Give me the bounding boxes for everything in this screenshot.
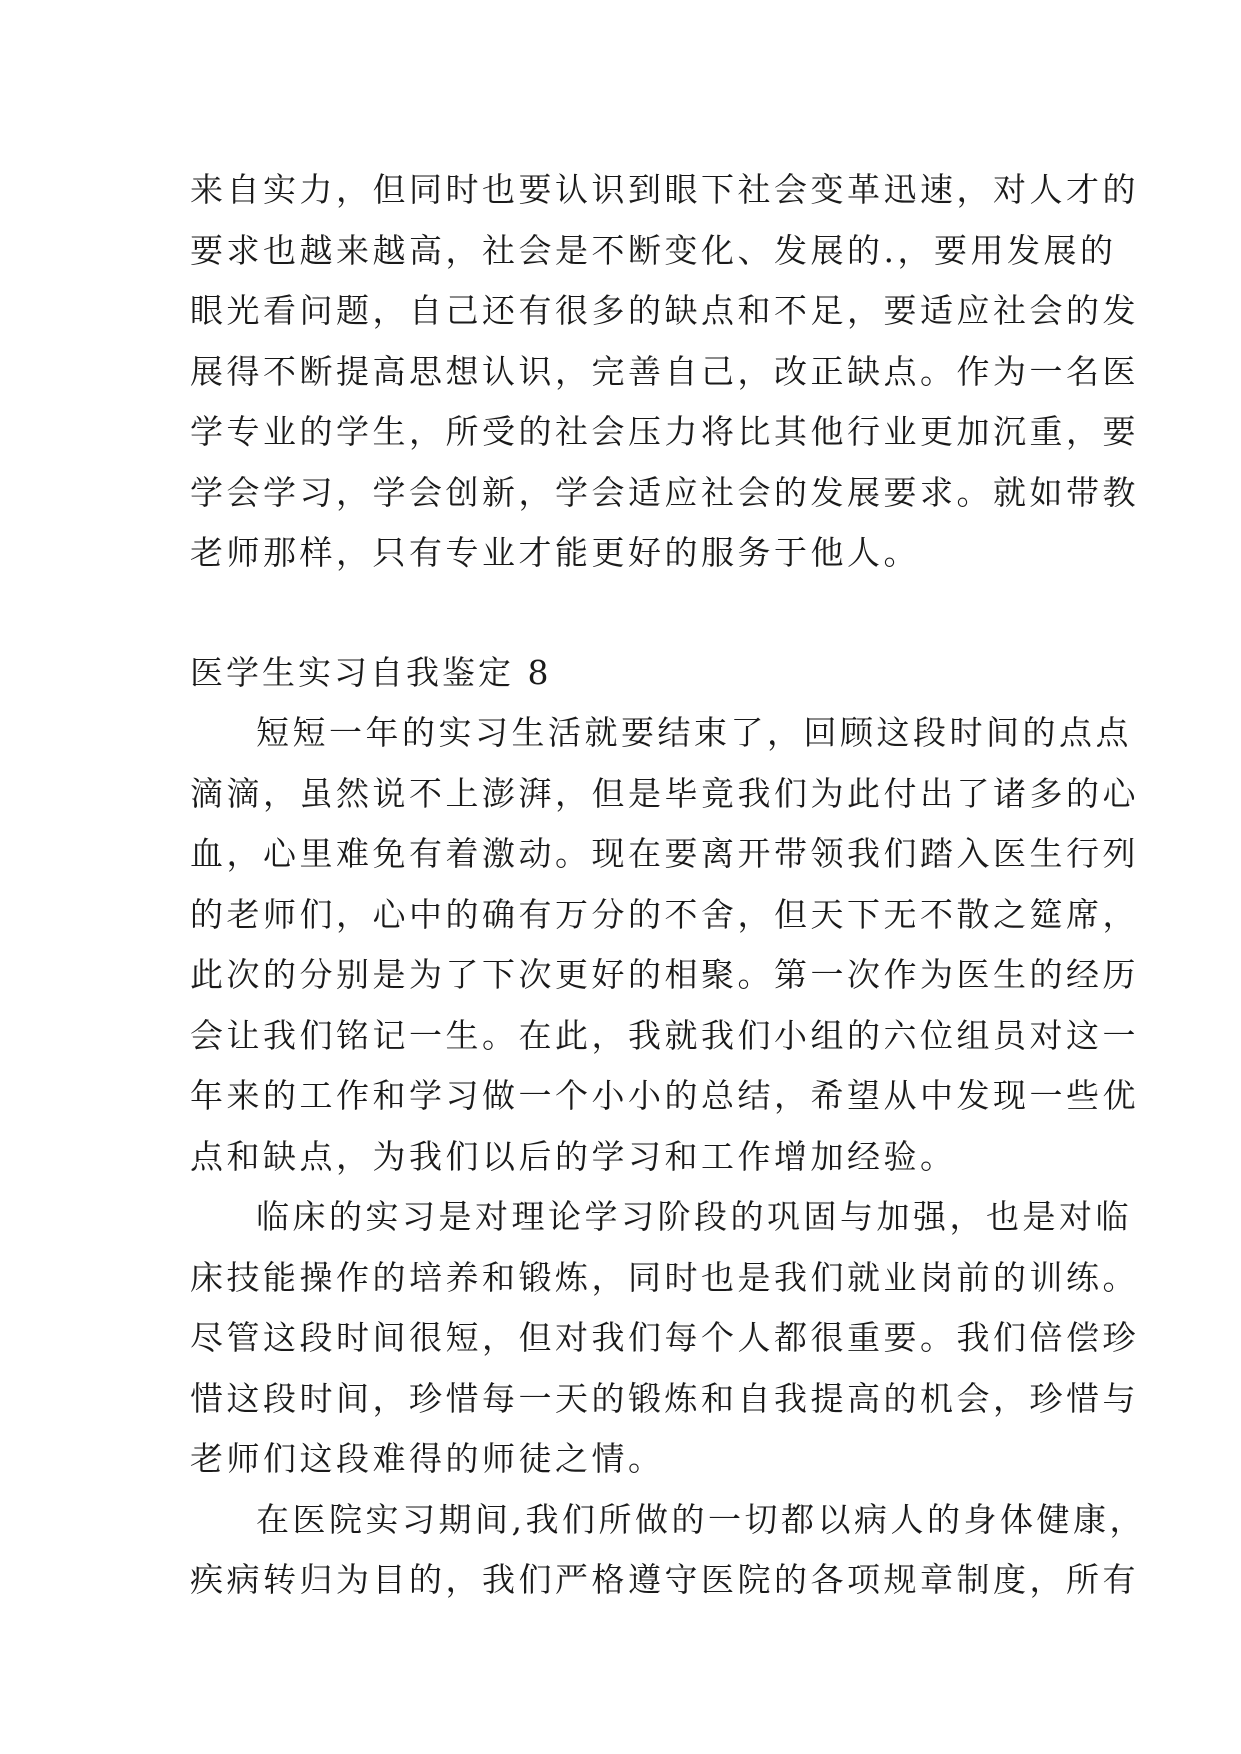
text-line: 来自实力，但同时也要认识到眼下社会变革迅速，对人才的 <box>190 170 1139 209</box>
text-line: 疾病转归为目的，我们严格遵守医院的各项规章制度，所有 <box>190 1560 1139 1599</box>
text-line: 学会学习，学会创新，学会适应社会的发展要求。就如带教 <box>190 472 1139 512</box>
text-line: 点和缺点，为我们以后的学习和工作增加经验。 <box>190 1136 957 1176</box>
intro-paragraph <box>190 160 1139 584</box>
paragraph-1 <box>190 703 1139 1187</box>
section-spacer <box>190 584 1060 643</box>
text-line: 在医院实习期间,我们所做的一切都以病人的身体健康， <box>256 1499 1146 1539</box>
text-line: 老师们这段难得的师徒之情。 <box>190 1439 665 1478</box>
text-line: 血，心里难免有着激动。现在要离开带领我们踏入医生行列 <box>190 834 1139 873</box>
text-line: 要求也越来越高，社会是不断变化、发展的.，要用发展的 <box>190 230 1117 270</box>
text-line: 眼光看问题，自己还有很多的缺点和不足，要适应社会的发 <box>190 291 1139 330</box>
text-line: 滴滴，虽然说不上澎湃，但是毕竟我们为此付出了诸多的心 <box>190 773 1139 813</box>
paragraph-3 <box>190 1490 1146 1611</box>
text-line: 短短一年的实习生活就要结束了，回顾这段时间的点点 <box>256 713 1132 752</box>
text-line: 惜这段时间，珍惜每一天的锻炼和自我提高的机会，珍惜与 <box>190 1378 1139 1418</box>
text-line: 会让我们铭记一生。在此，我就我们小组的六位组员对这一 <box>190 1015 1139 1055</box>
text-line: 学专业的学生，所受的社会压力将比其他行业更加沉重，要 <box>190 412 1139 451</box>
section-title: 医学生实习自我鉴定 8 <box>190 652 552 692</box>
text-line: 老师那样，只有专业才能更好的服务于他人。 <box>190 533 920 572</box>
text-line: 的老师们，心中的确有万分的不舍，但天下无不散之筵席， <box>190 894 1139 934</box>
text-line: 年来的工作和学习做一个小小的总结，希望从中发现一些优 <box>190 1076 1139 1115</box>
document-page <box>190 160 1146 1611</box>
text-line: 临床的实习是对理论学习阶段的巩固与加强，也是对临 <box>256 1197 1132 1236</box>
text-line: 此次的分别是为了下次更好的相聚。第一次作为医生的经历 <box>190 955 1139 994</box>
text-line: 尽管这段时间很短，但对我们每个人都很重要。我们倍偿珍 <box>190 1318 1139 1357</box>
text-line: 展得不断提高思想认识，完善自己，改正缺点。作为一名医 <box>190 351 1139 391</box>
paragraph-2 <box>190 1187 1139 1490</box>
text-line: 床技能操作的培养和锻炼，同时也是我们就业岗前的训练。 <box>190 1257 1139 1297</box>
